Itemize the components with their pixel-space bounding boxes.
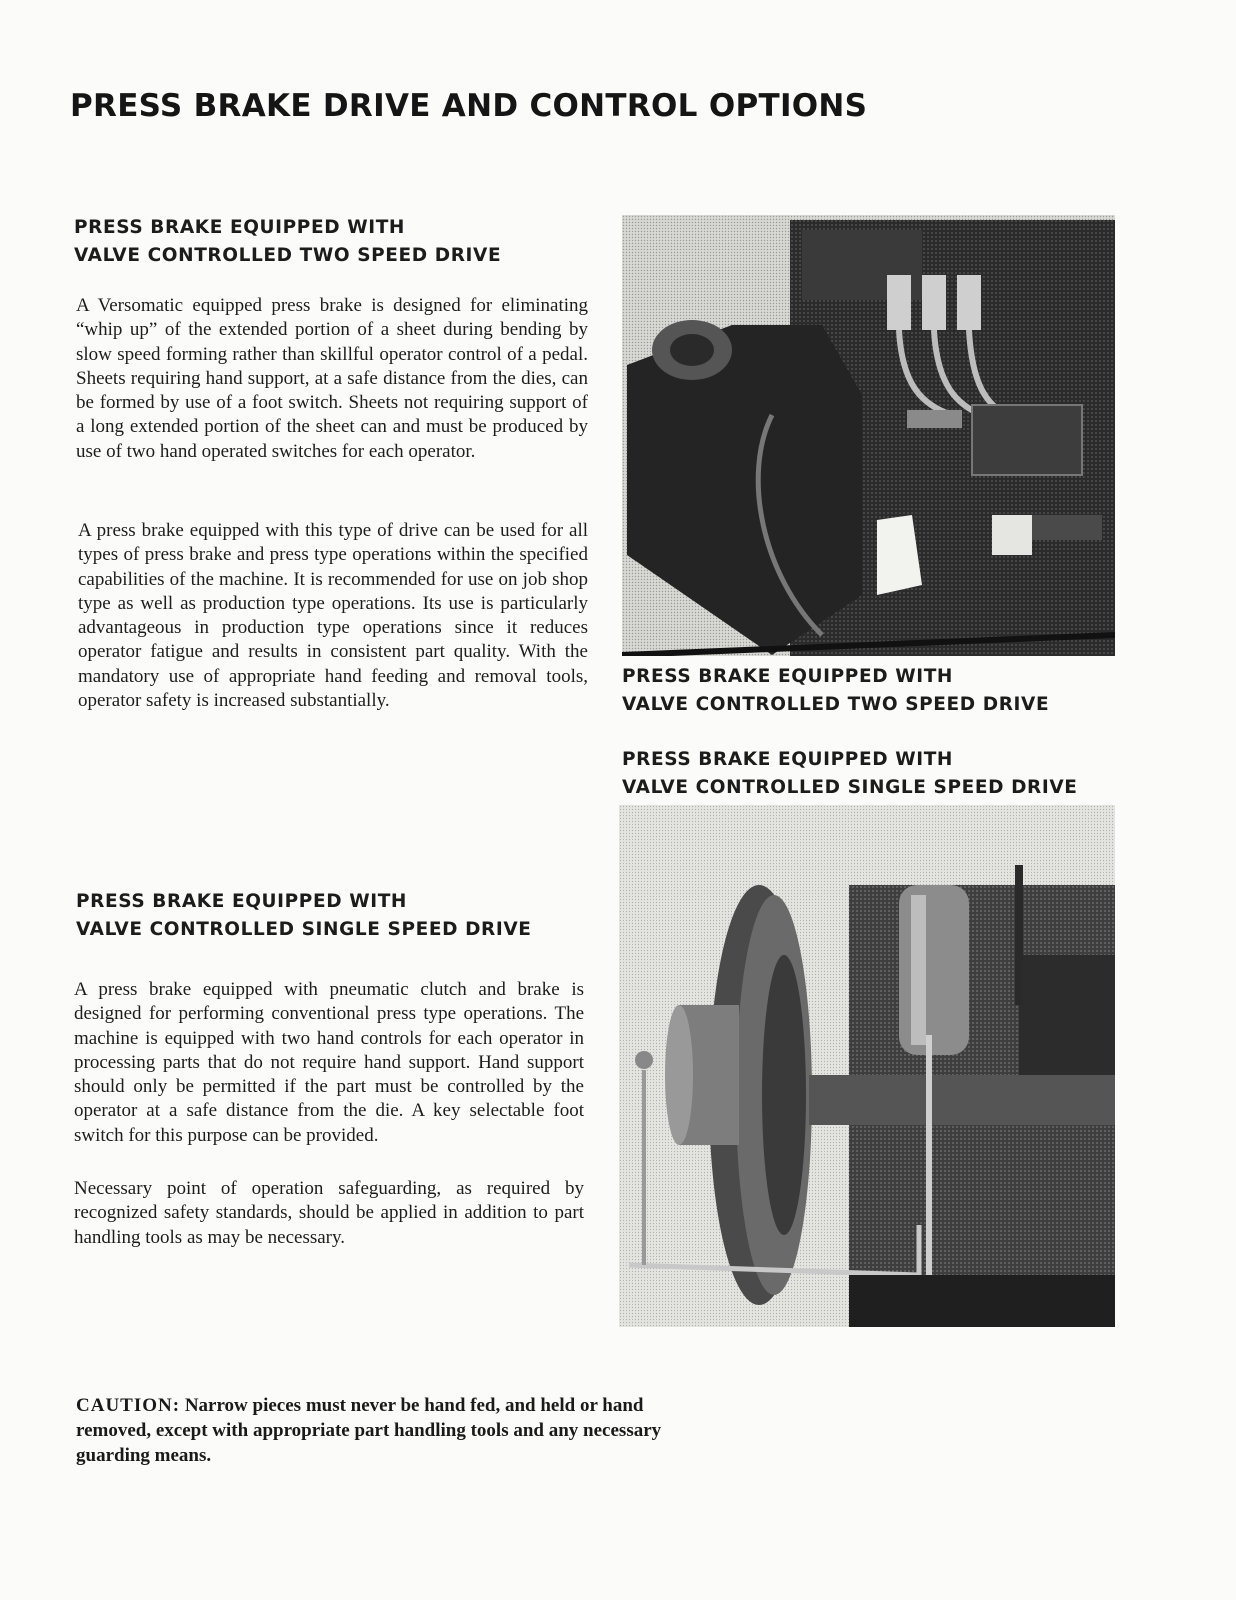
caution-label: CAUTION:: [76, 1395, 181, 1416]
two-speed-paragraph-2: A press brake equipped with this type of drive can be used for all types of press brake and press type operations within the specified capabilities of the machine. It is recommended for use on job shop type as well as production type operations. Its use is particularly advantageous in production type operations since it reduces operator fatigue and results in consistent part quality. With the mandatory use of appropriate hand feeding and removal tools, operator safety is increased substantially.: [78, 520, 588, 712]
heading-line: PRESS BRAKE EQUIPPED WITH: [74, 217, 405, 238]
single-speed-photo-caption: [622, 746, 1078, 802]
heading-line: PRESS BRAKE EQUIPPED WITH: [76, 891, 407, 912]
heading-line: VALVE CONTROLLED SINGLE SPEED DRIVE: [76, 919, 532, 940]
section-heading-single-speed: [76, 888, 532, 944]
caption-line: PRESS BRAKE EQUIPPED WITH: [622, 749, 953, 770]
single-speed-paragraph-2: Necessary point of operation safeguarding, as required by recognized safety standards, should be applied in addition to part handling tools as may be necessary.: [74, 1178, 584, 1248]
caution-text: Narrow pieces must never be hand fed, and held or hand removed, except with appropriate part handling tools and any necessary guarding means.: [76, 1395, 662, 1466]
caption-line: PRESS BRAKE EQUIPPED WITH: [622, 666, 953, 687]
page-title: PRESS BRAKE DRIVE AND CONTROL OPTIONS: [70, 88, 868, 124]
two-speed-photo-caption: [622, 663, 1049, 719]
caption-line: VALVE CONTROLLED SINGLE SPEED DRIVE: [622, 777, 1078, 798]
two-speed-paragraph-1: A Versomatic equipped press brake is designed for eliminating “whip up” of the extended portion of a sheet during bending by slow speed forming rather than skillful operator control of a pedal. Sheets requiring hand support, at a safe distance from the dies, can be formed by use of a foot switch. Sheets not requiring support of a long extended portion of the sheet can and must be produced by use of two hand operated switches for each operator.: [76, 295, 588, 462]
heading-line: VALVE CONTROLLED TWO SPEED DRIVE: [74, 245, 502, 266]
section-heading-two-speed: [74, 214, 501, 270]
caption-line: VALVE CONTROLLED TWO SPEED DRIVE: [622, 694, 1050, 715]
single-speed-paragraph-1: A press brake equipped with pneumatic clutch and brake is designed for performing conventional press type operations. The machine is equipped with two hand controls for each operator in processing parts that do not require hand support. Hand support should only be permitted if the part must be controlled by the operator at a safe distance from the die. A key selectable foot switch for this purpose can be provided.: [74, 979, 584, 1146]
caution-notice: [76, 1393, 716, 1468]
single-speed-drive-photo: [619, 805, 1115, 1327]
two-speed-drive-photo: [622, 215, 1115, 656]
